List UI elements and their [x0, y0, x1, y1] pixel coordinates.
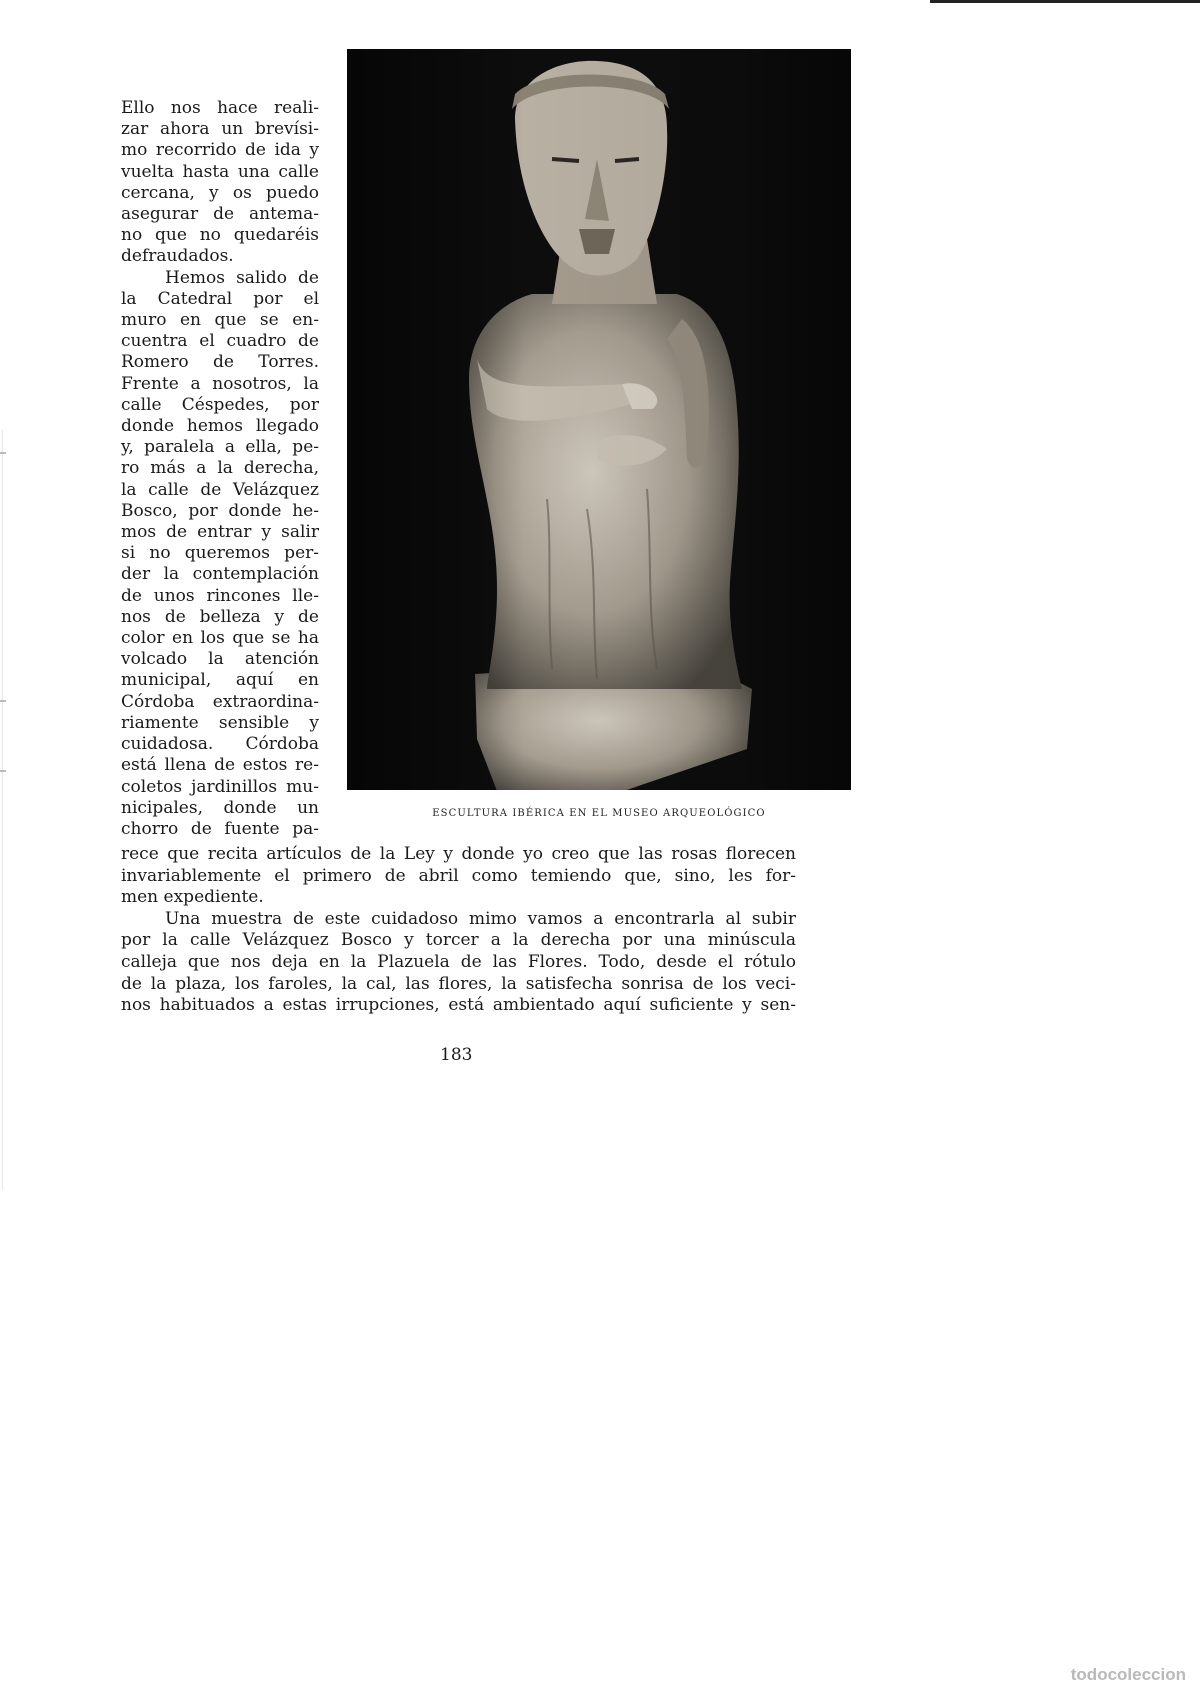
- scan-edge-mark: [0, 770, 6, 772]
- text-line: calle Céspedes, por: [121, 394, 319, 415]
- sculpture-photo: [347, 49, 851, 790]
- text-line: la calle de Velázquez: [121, 479, 319, 500]
- text-line: asegurar de antema-: [121, 204, 319, 225]
- text-line: ro más a la derecha,: [121, 458, 319, 479]
- text-line: nos de belleza y de: [121, 606, 319, 627]
- text-line: Ello nos hace reali-: [121, 98, 319, 118]
- text-line: calleja que nos deja en la Plazuela de las Flores. Todo, desde el rótulo: [121, 951, 796, 972]
- text-line: chorro de fuente pa-: [121, 818, 319, 839]
- text-line: de la plaza, los faroles, la cal, las flores, la satisfecha sonrisa de los veci-: [121, 973, 796, 994]
- full-width-text: [121, 844, 796, 1017]
- text-line: men expediente.: [121, 887, 264, 908]
- text-line: mos de entrar y salir: [121, 522, 319, 543]
- text-line: municipal, aquí en: [121, 670, 319, 691]
- page-number: 183: [440, 1045, 473, 1065]
- left-column-text: [121, 98, 319, 840]
- text-line: la Catedral por el: [121, 288, 319, 309]
- scan-edge-mark: [0, 700, 6, 702]
- text-line: invariablemente el primero de abril como temiendo que, sino, les for-: [121, 865, 796, 886]
- text-line: no que no quedaréis: [121, 225, 319, 246]
- text-line: coletos jardinillos mu-: [121, 776, 319, 797]
- text-line: donde hemos llegado: [121, 416, 319, 437]
- sculpture-illustration: [347, 49, 851, 790]
- watermark: todocoleccion: [1070, 1665, 1186, 1684]
- text-line: zar ahora un brevísi-: [121, 119, 319, 140]
- text-line: por la calle Velázquez Bosco y torcer a la derecha por una minúscula: [121, 930, 796, 951]
- text-line: mo recorrido de ida y: [121, 140, 319, 161]
- text-line: si no queremos per-: [121, 543, 319, 564]
- text-line: Romero de Torres.: [121, 352, 319, 373]
- text-line: Frente a nosotros, la: [121, 373, 319, 394]
- text-line: nicipales, donde un: [121, 797, 319, 818]
- text-line: y, paralela a ella, pe-: [121, 437, 319, 458]
- text-line: cuidadosa. Córdoba: [121, 734, 319, 755]
- photo-caption: ESCULTURA IBÉRICA EN EL MUSEO ARQUEOLÓGICO: [432, 808, 766, 819]
- text-line: color en los que se ha: [121, 628, 319, 649]
- text-line: der la contemplación: [121, 564, 319, 585]
- text-line: nos habituados a estas irrupciones, está ambientado aquí suficiente y sen-: [121, 995, 796, 1016]
- scan-edge-line: [2, 430, 3, 1190]
- text-line: Hemos salido de: [165, 267, 319, 288]
- text-line: rece que recita artículos de la Ley y donde yo creo que las rosas florecen: [121, 844, 796, 864]
- top-edge-rule: [930, 0, 1200, 3]
- text-line: está llena de estos re-: [121, 755, 319, 776]
- text-line: vuelta hasta una calle: [121, 161, 319, 182]
- text-line: muro en que se en-: [121, 310, 319, 331]
- text-line: cuentra el cuadro de: [121, 331, 319, 352]
- text-line: volcado la atención: [121, 649, 319, 670]
- text-line: Córdoba extraordina-: [121, 691, 319, 712]
- text-line: cercana, y os puedo: [121, 182, 319, 203]
- scan-edge-mark: [0, 452, 6, 454]
- text-line: Bosco, por donde he-: [121, 500, 319, 521]
- text-line: Una muestra de este cuidadoso mimo vamos a encontrarla al subir: [165, 908, 796, 929]
- text-line: defraudados.: [121, 246, 234, 267]
- text-line: de unos rincones lle-: [121, 585, 319, 606]
- text-line: riamente sensible y: [121, 712, 319, 733]
